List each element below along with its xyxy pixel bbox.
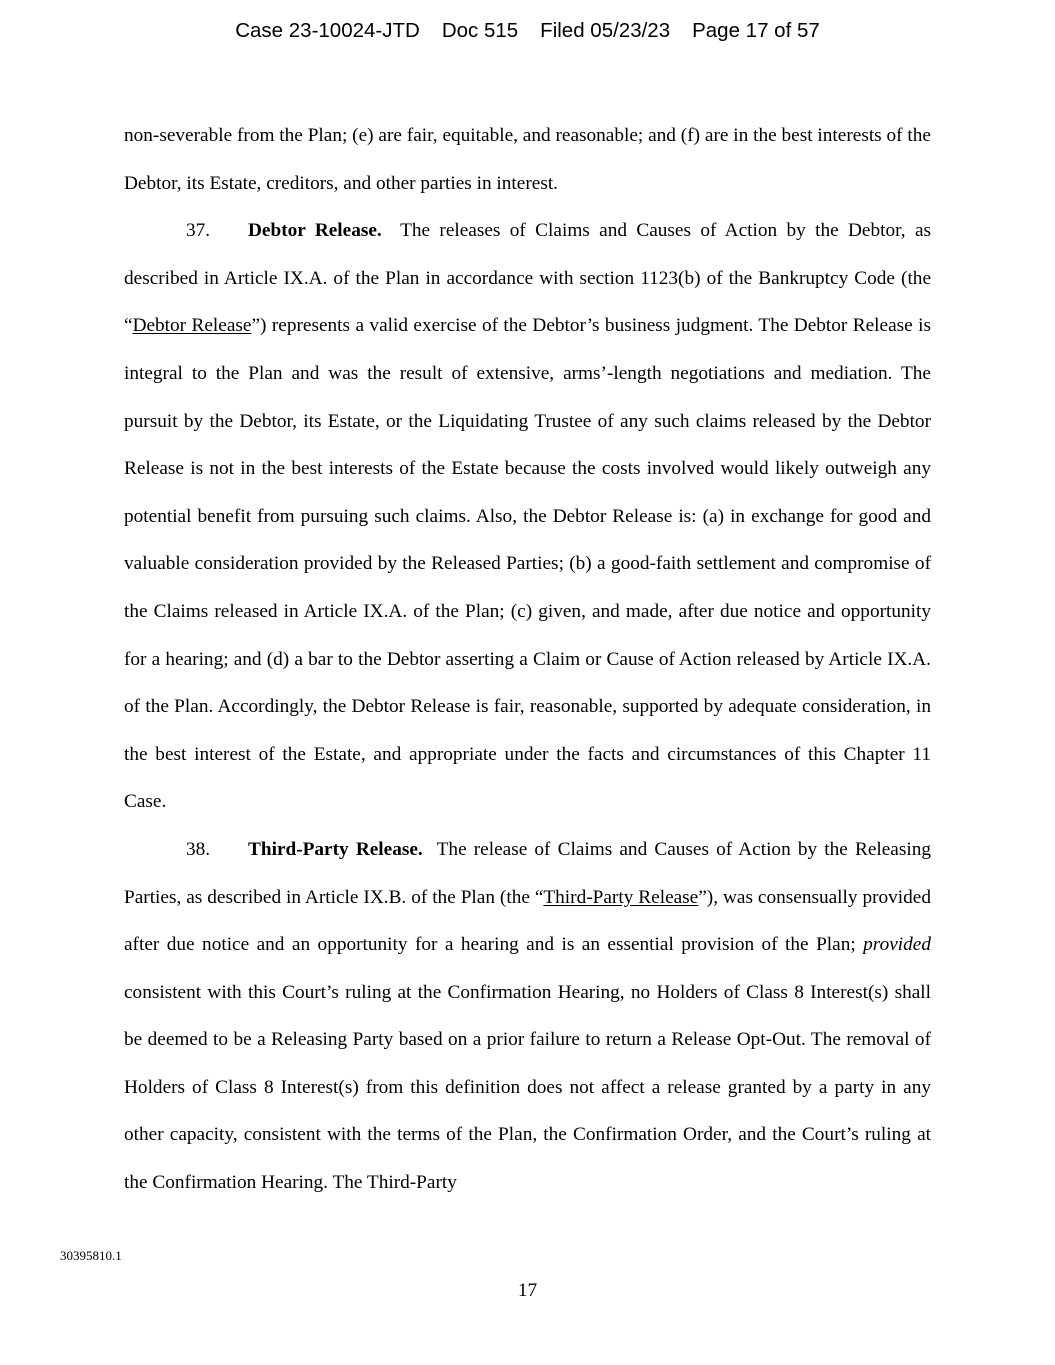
paragraph-text: The releases of Claims and Causes of Action by the Debtor, as described in Article IX.A. of the Plan in accordance with section 1123(b) of the Bankruptcy Code (the “ <box>124 220 931 337</box>
doc-number: Doc 515 <box>441 19 519 42</box>
case-header <box>0 19 1055 43</box>
paragraph-37 <box>124 207 931 826</box>
filed-date: Filed 05/23/23 <box>540 19 671 42</box>
page-indicator: Page 17 of 57 <box>692 19 820 42</box>
paragraph-heading: Third-Party Release. <box>248 838 423 860</box>
page-number: 17 <box>517 1280 538 1301</box>
paragraph-text: ”) represents a valid exercise of the Debtor’s business judgment. The Debtor Release is integral to the Plan and was the result of extensive, arms’-length negotiations and mediation. The pursuit by the Debtor, its Estate, or the Liquidating Trustee of any such claims released by the Debtor Release is not in the best interests of the Estate because the costs involved would likely outweigh any potential benefit from pursuing such claims. Also, the Debtor Release is: (a) in exchange for good and valuable consideration provided by the Released Parties; (b) a good-faith settlement and compromise of the Claims released in Article IX.A. of the Plan; (c) given, and made, after due notice and opportunity for a hearing; and (d) a bar to the Debtor asserting a Claim or Cause of Action released by Article IX.A. of the Plan. Accordingly, the Debtor Release is fair, reasonable, supported by adequate consideration, in the best interest of the Estate, and appropriate under the facts and circumstances of this Chapter 11 Case. <box>124 315 931 813</box>
paragraph-number: 37. <box>186 220 211 242</box>
paragraph-heading: Debtor Release. <box>248 220 382 242</box>
paragraph-text: consistent with this Court’s ruling at the Confirmation Hearing, no Holders of Class 8 Interest(s) shall be deemed to be a Releasing Party based on a prior failure to return a Release Opt-Out. The removal of Holders of Class 8 Interest(s) from this definition does not affect a release granted by a party in any other capacity, consistent with the terms of the Plan, the Confirmation Order, and the Court’s ruling at the Confirmation Hearing. The Third-Party <box>124 981 931 1194</box>
defined-term: Third-Party Release <box>543 886 699 908</box>
case-number: Case 23-10024-JTD <box>235 19 420 42</box>
paragraph-number: 38. <box>186 838 211 860</box>
paragraph-text: The release of Claims and Causes of Action by the Releasing Parties, as described in Article IX.B. of the Plan (the “ <box>124 838 931 908</box>
italic-term: provided <box>863 934 931 956</box>
paragraph-38 <box>124 826 931 1207</box>
defined-term: Debtor Release <box>132 315 252 337</box>
document-id: 30395810.1 <box>60 1248 122 1263</box>
document-body <box>124 112 931 1207</box>
paragraph-text: ”), was consensually provided after due notice and an opportunity for a hearing and is an essential provision of the Plan; <box>124 886 931 956</box>
continuation-paragraph: non-severable from the Plan; (e) are fair, equitable, and reasonable; and (f) are in the best interests of the Debtor, its Estate, creditors, and other parties in interest. <box>124 125 931 194</box>
